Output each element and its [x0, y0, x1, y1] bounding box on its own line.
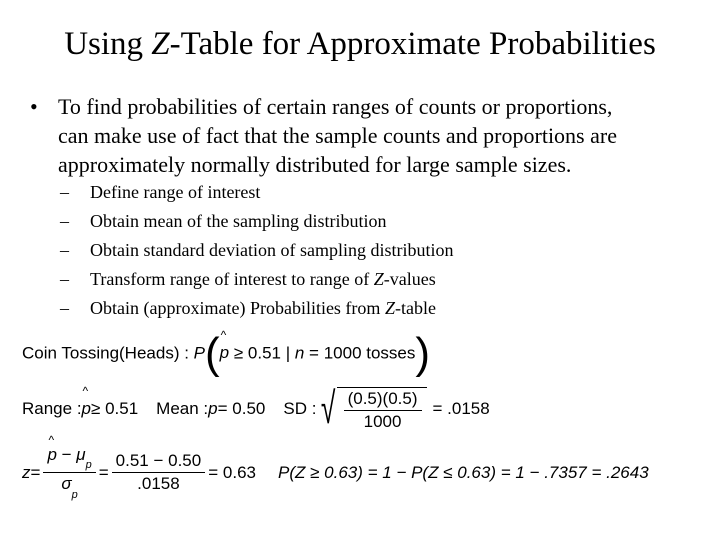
bullet-line-2: can make use of fact that the sample counts and proportions are — [58, 123, 617, 148]
sub-item-obtain-probabilities: – Obtain (approximate) Probabilities from Z-table — [60, 298, 436, 318]
sub-bullet-list — [60, 178, 453, 323]
z-score-equation: z = ^ $p - \mu_p$ $\sigma_p$ = $\frac{0.51 - 0.50}{.0158}$ = 0.63 P(Z ≥ 0.63) = 1 − P(Z ≤ 0.63) = 1 − .7357 = .2643 — [22, 433, 649, 501]
coin-tossing-equation: Coin Tossing(Heads) : P( ^ p ≥ 0.51 | n = 1000 tosses) — [22, 328, 431, 378]
sub-item-transform-range: – Transform range of interest to range of Z-values — [60, 269, 436, 289]
z-value-fraction: $\frac{0.51 - 0.50}{.0158}$ — [112, 452, 206, 493]
bullet-dot: • — [30, 94, 38, 119]
bullet-line-3: approximately normally distributed for large sample sizes. — [58, 152, 572, 177]
z-formula-fraction: ^ $p - \mu_p$ $\sigma_p$ — [43, 446, 95, 500]
probability-result: P(Z ≥ 0.63) = 1 − P(Z ≤ 0.63) = 1 − .7357 = .2643 — [277, 462, 649, 482]
slide-title: Using Z-Table for Approximate Probabilities — [64, 26, 656, 62]
right-paren: ) — [415, 329, 431, 378]
sqrt-expression: √ $\frac{(0.5)(0.5)}{1000}$ — [316, 386, 426, 432]
sub-item-define-range: – Define range of interest — [60, 182, 261, 202]
sub-item-obtain-mean: – Obtain mean of the sampling distribution — [60, 211, 387, 231]
left-paren: ( — [205, 329, 220, 378]
sub-item-obtain-sd: – Obtain standard deviation of sampling distribution — [60, 240, 454, 260]
range-mean-sd-equation: Range : ^ p ≥ 0.51 Mean : p = 0.50 SD : √ $\frac{(0.5)(0.5)}{1000}$ = .0158 — [22, 384, 490, 433]
bullet-line-1: To find probabilities of certain ranges of counts or proportions, — [58, 94, 613, 119]
